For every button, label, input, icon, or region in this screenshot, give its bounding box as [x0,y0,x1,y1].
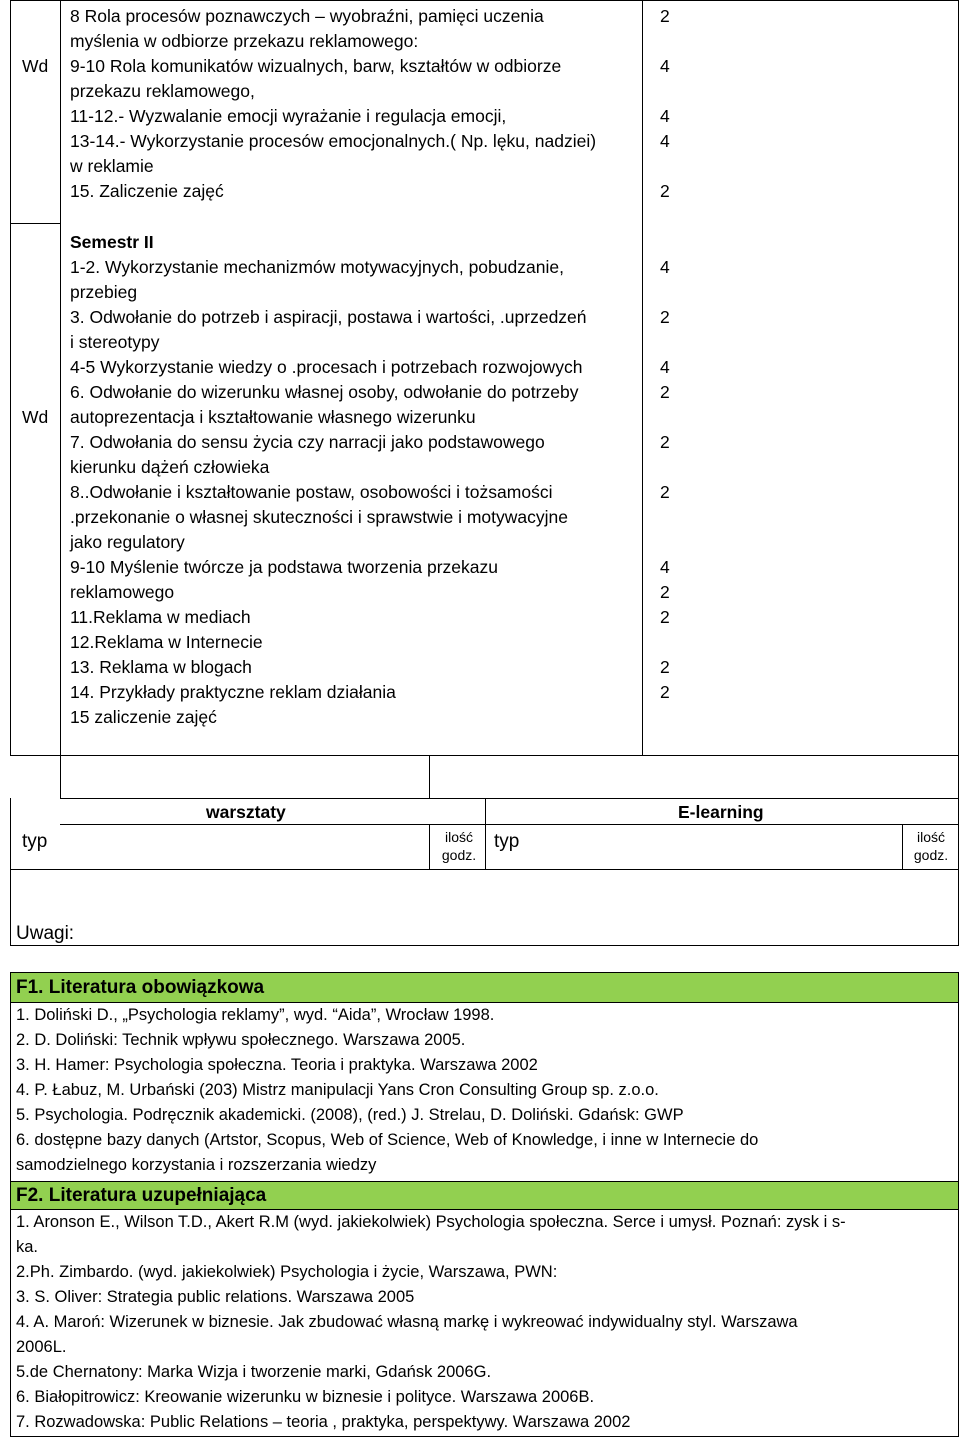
topic-line: 11.Reklama w mediach [70,607,251,627]
list-item: 5. Psychologia. Podręcznik akademicki. (2008), (red.) J. Strelau, D. Doliński. Gdańsk: GWP [16,1106,684,1124]
list-item: 6. dostępne bazy danych (Artstor, Scopus, Web of Science, Web of Knowledge, i inne w Internecie do [16,1131,759,1149]
list-item: 5.de Chernatony: Marka Wizja i tworzenie marki, Gdańsk 2006G. [16,1363,492,1381]
topic-line: reklamowego [70,582,175,602]
topic-line: i stereotypy [70,332,160,352]
topic-line: 1-2. Wykorzystanie mechanizmów motywacyjnych, pobudzanie, [70,257,564,277]
hours-value: 2 [660,657,670,677]
hours-value: 2 [660,682,670,702]
hours-value: 4 [660,106,670,126]
topic-line: 12.Reklama w Internecie [70,632,263,652]
topic-line: 4-5 Wykorzystanie wiedzy o .procesach i potrzebach rozwojowych [70,357,583,377]
hours-unit-label: godz. [913,847,949,863]
quantity-label: ilość [444,829,473,845]
remarks-label: Uwagi: [16,923,75,944]
hours-value: 4 [660,557,670,577]
topic-line: autoprezentacja i kształtowanie własnego wizerunku [70,407,476,427]
hours-value: 2 [660,6,670,26]
topic-line: 13-14.- Wykorzystanie procesów emocjonalnych.( Np. lęku, nadziei) [70,131,597,151]
hours-value: 4 [660,131,670,151]
hours-value: 2 [660,382,670,402]
hours-value: 4 [660,257,670,277]
topic-line: .przekonanie o własnej skuteczności i sprawstwie i motywacyjne [70,507,568,527]
supplementary-literature-title: F2. Literatura uzupełniająca [16,1185,267,1206]
topic-line: 15. Zaliczenie zajęć [70,181,224,201]
list-item: ka. [16,1238,39,1256]
topic-line: przebieg [70,282,138,302]
topic-line: 11-12.- Wyzwalanie emocji wyrażanie i regulacja emocji, [70,106,507,126]
topic-line: myślenia w odbiorze przekazu reklamowego: [70,31,419,51]
list-item: 2.Ph. Zimbardo. (wyd. jakiekolwiek) Psychologia i życie, Warszawa, PWN: [16,1263,558,1281]
topic-line: 14. Przykłady praktyczne reklam działania [70,682,396,702]
list-item: 1. Aronson E., Wilson T.D., Akert R.M (wyd. jakiekolwiek) Psychologia społeczna. Serce i umysł. Poznań: zysk i s- [16,1213,846,1231]
list-item: 4. A. Maroń: Wizerunek w biznesie. Jak zbudować własną markę i wykreować indywidualny styl. Warszawa [16,1313,798,1331]
topic-line: 9-10 Rola komunikatów wizualnych, barw, kształtów w odbiorze [70,56,562,76]
hours-value: 2 [660,607,670,627]
topic-line: 15 zaliczenie zajęć [70,707,217,727]
list-item: 3. S. Oliver: Strategia public relations. Warszawa 2005 [16,1288,415,1306]
topic-line: 13. Reklama w blogach [70,657,252,677]
hours-value: 4 [660,357,670,377]
hours-value: 2 [660,482,670,502]
list-item: 7. Rozwadowska: Public Relations – teoria , praktyka, perspektywy. Warszawa 2002 [16,1413,631,1431]
hours-value: 2 [660,307,670,327]
elearning-type-label: typ [494,831,520,852]
topic-line: 8..Odwołanie i kształtowanie postaw, osobowości i tożsamości [70,482,553,502]
topic-line: 8 Rola procesów poznawczych – wyobraźni, pamięci uczenia [70,6,544,26]
elearning-hours-label [906,828,956,864]
list-item: 2006L. [16,1338,67,1356]
list-item: 3. H. Hamer: Psychologia społeczna. Teoria i praktyka. Warszawa 2002 [16,1056,538,1074]
form-type-label: Wd [22,407,49,427]
list-item: 4. P. Łabuz, M. Urbański (203) Mistrz manipulacji Yans Cron Consulting Group sp. z.o.o. [16,1081,659,1099]
topic-line: 7. Odwołania do sensu życia czy narracji jako podstawowego [70,432,545,452]
topic-line: kierunku dążeń człowieka [70,457,270,477]
list-item: 6. Białopitrowicz: Kreowanie wizerunku w biznesie i polityce. Warszawa 2006B. [16,1388,595,1406]
workshops-header: warsztaty [206,802,286,822]
hours-unit-label: godz. [441,847,477,863]
quantity-label: ilość [916,829,945,845]
topic-line: jako regulatory [70,532,185,552]
hours-value: 2 [660,582,670,602]
required-literature-title: F1. Literatura obowiązkowa [16,977,265,998]
elearning-header: E-learning [678,802,764,822]
topic-line: 9-10 Myślenie twórcze ja podstawa tworzenia przekazu [70,557,498,577]
topic-line: w reklamie [70,156,154,176]
list-item: 1. Doliński D., „Psychologia reklamy”, wyd. “Aida”, Wrocław 1998. [16,1006,495,1024]
hours-value: 4 [660,56,670,76]
hours-value: 2 [660,432,670,452]
list-item: 2. D. Doliński: Technik wpływu społecznego. Warszawa 2005. [16,1031,466,1049]
topic-line: 6. Odwołanie do wizerunku własnej osoby, odwołanie do potrzeby [70,382,579,402]
semester-heading: Semestr II [70,232,154,252]
workshops-hours-label [436,828,482,864]
list-item: samodzielnego korzystania i rozszerzania wiedzy [16,1156,377,1174]
workshops-type-label: typ [22,831,48,852]
form-type-label: Wd [22,56,49,76]
topic-line: przekazu reklamowego, [70,81,255,101]
topic-line: 3. Odwołanie do potrzeb i aspiracji, postawa i wartości, .uprzedzeń [70,307,587,327]
hours-value: 2 [660,181,670,201]
